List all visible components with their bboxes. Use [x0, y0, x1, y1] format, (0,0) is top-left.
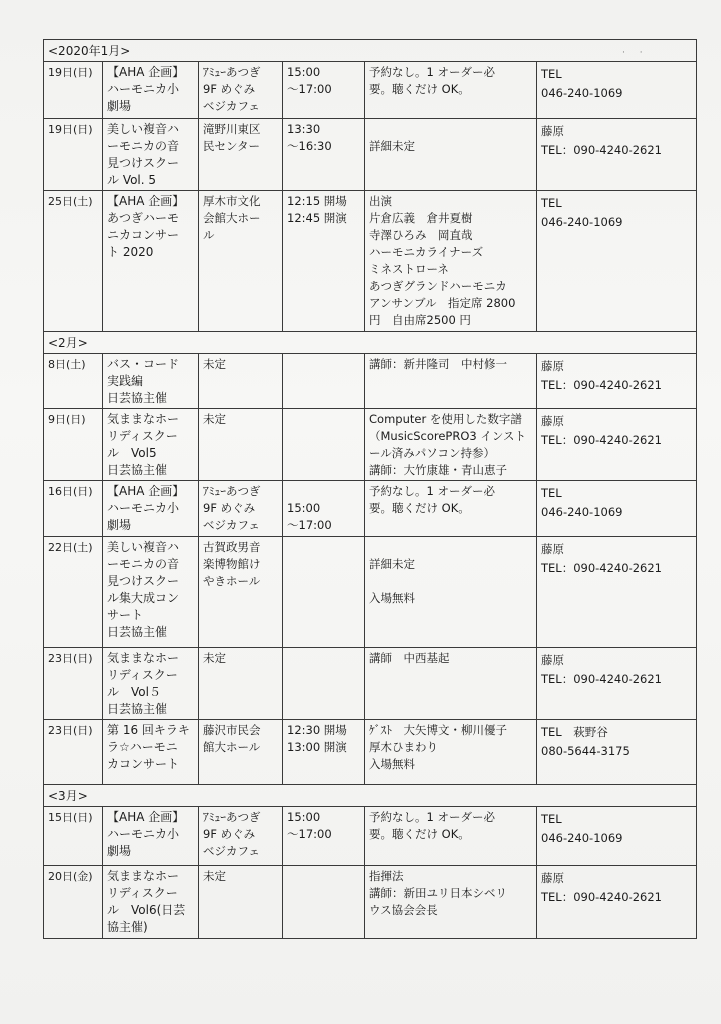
event-contact	[537, 119, 697, 191]
contact-name: 藤原	[541, 359, 564, 373]
contact-phone: 046-240-1069	[541, 86, 623, 100]
month-label: <2020年1月>	[44, 40, 697, 62]
event-details: ｹﾞｽﾄ 大矢博文・柳川優子 厚木ひまわり 入場無料	[365, 720, 537, 785]
event-details: 予約なし。1 オーダー必 要。聴くだけ OK。	[365, 481, 537, 537]
event-venue: ｱﾐｭｰあつぎ 9F めぐみ ベジカフェ	[199, 62, 283, 119]
month-header-row	[44, 332, 697, 354]
event-row	[44, 537, 697, 648]
event-time: 15:00 ～17:00	[283, 62, 365, 119]
event-details: 指揮法 講師：新田ユリ日本シベリ ウス協会会長	[365, 866, 537, 939]
contact-name: TEL 萩野谷	[541, 725, 608, 739]
event-date: 8日(土)	[44, 354, 103, 409]
contact-name: 藤原	[541, 542, 564, 556]
event-title: 【AHA 企画】 あつぎハーモ ニカコンサー ト 2020	[103, 191, 199, 332]
contact-name: 藤原	[541, 653, 564, 667]
event-venue: 古賀政男音 楽博物館け やきホール	[199, 537, 283, 648]
event-venue: 未定	[199, 866, 283, 939]
event-venue: 藤沢市民会 館大ホール	[199, 720, 283, 785]
contact-phone: 046-240-1069	[541, 215, 623, 229]
event-title: 第 16 回キラキ ラ☆ハーモニ カコンサート	[103, 720, 199, 785]
event-title: バス・コード 実践編 日芸協主催	[103, 354, 199, 409]
event-details: 詳細未定	[365, 119, 537, 191]
contact-name: TEL	[541, 486, 562, 500]
contact-phone: TEL：090-4240-2621	[541, 433, 662, 447]
month-label: <3月>	[44, 785, 697, 807]
event-contact	[537, 62, 697, 119]
event-contact	[537, 866, 697, 939]
event-title: 【AHA 企画】 ハーモニカ小 劇場	[103, 807, 199, 866]
event-contact	[537, 807, 697, 866]
month-header-row	[44, 785, 697, 807]
contact-phone: TEL：090-4240-2621	[541, 143, 662, 157]
event-time	[283, 866, 365, 939]
event-contact	[537, 720, 697, 785]
event-date: 23日(日)	[44, 720, 103, 785]
event-details: 出演 片倉広義 倉井夏樹 寺澤ひろみ 岡直哉 ハーモニカライナーズ ミネストローネ あつぎグランドハーモニカ アンサンブル 指定席 2800 円 自由席2500 円	[365, 191, 537, 332]
event-date: 22日(土)	[44, 537, 103, 648]
event-time	[283, 537, 365, 648]
event-title: 気ままなホー リディスクー ル Vol5 日芸協主催	[103, 409, 199, 481]
event-venue: ｱﾐｭｰあつぎ 9F めぐみ ベジカフェ	[199, 481, 283, 537]
contact-phone: TEL：090-4240-2621	[541, 378, 662, 392]
contact-phone: TEL：090-4240-2621	[541, 890, 662, 904]
event-row	[44, 191, 697, 332]
event-time	[283, 354, 365, 409]
contact-phone: 046-240-1069	[541, 831, 623, 845]
event-row	[44, 866, 697, 939]
event-row	[44, 481, 697, 537]
contact-phone: 046-240-1069	[541, 505, 623, 519]
event-time: 12:15 開場 12:45 開演	[283, 191, 365, 332]
contact-name: 藤原	[541, 124, 564, 138]
event-row	[44, 648, 697, 720]
event-venue: 滝野川東区 民センター	[199, 119, 283, 191]
scan-specks: · ·	[622, 48, 649, 58]
month-header-row	[44, 40, 697, 62]
event-date: 16日(日)	[44, 481, 103, 537]
event-contact	[537, 409, 697, 481]
event-time: 12:30 開場 13:00 開演	[283, 720, 365, 785]
contact-name: 藤原	[541, 414, 564, 428]
event-contact	[537, 648, 697, 720]
contact-name: TEL	[541, 196, 562, 210]
event-row	[44, 807, 697, 866]
event-time: 15:00 ～17:00	[283, 481, 365, 537]
event-title: 【AHA 企画】 ハーモニカ小 劇場	[103, 481, 199, 537]
event-venue: ｱﾐｭｰあつぎ 9F めぐみ ベジカフェ	[199, 807, 283, 866]
event-time: 13:30 ～16:30	[283, 119, 365, 191]
contact-name: 藤原	[541, 871, 564, 885]
event-venue: 未定	[199, 354, 283, 409]
event-details: 予約なし。1 オーダー必 要。聴くだけ OK。	[365, 807, 537, 866]
event-contact	[537, 537, 697, 648]
event-title: 気ままなホー リディスクー ル Vol6(日芸 協主催)	[103, 866, 199, 939]
event-venue: 厚木市文化 会館大ホー ル	[199, 191, 283, 332]
month-label: <2月>	[44, 332, 697, 354]
event-date: 19日(日)	[44, 62, 103, 119]
event-venue: 未定	[199, 648, 283, 720]
contact-name: TEL	[541, 67, 562, 81]
event-date: 19日(日)	[44, 119, 103, 191]
event-details: Computer を使用した数字譜 （MusicScorePRO3 インスト ール済みパソコン持参） 講師：大竹康雄・青山恵子	[365, 409, 537, 481]
event-row	[44, 354, 697, 409]
event-time	[283, 648, 365, 720]
event-contact	[537, 481, 697, 537]
event-details: 詳細未定 入場無料	[365, 537, 537, 648]
event-date: 20日(金)	[44, 866, 103, 939]
event-date: 25日(土)	[44, 191, 103, 332]
event-venue: 未定	[199, 409, 283, 481]
event-row	[44, 720, 697, 785]
event-title: 気ままなホー リディスクー ル Vol５ 日芸協主催	[103, 648, 199, 720]
event-date: 9日(日)	[44, 409, 103, 481]
event-title: 【AHA 企画】 ハーモニカ小 劇場	[103, 62, 199, 119]
contact-name: TEL	[541, 812, 562, 826]
event-row	[44, 409, 697, 481]
event-title: 美しい複音ハ ーモニカの音 見つけスクー ル Vol. 5	[103, 119, 199, 191]
event-title: 美しい複音ハ ーモニカの音 見つけスクー ル集大成コン サート 日芸協主催	[103, 537, 199, 648]
event-date: 15日(日)	[44, 807, 103, 866]
event-date: 23日(日)	[44, 648, 103, 720]
event-time	[283, 409, 365, 481]
contact-phone: TEL：090-4240-2621	[541, 672, 662, 686]
event-schedule-table	[43, 39, 697, 939]
contact-phone: 080-5644-3175	[541, 744, 630, 758]
event-contact	[537, 191, 697, 332]
contact-phone: TEL：090-4240-2621	[541, 561, 662, 575]
event-details: 予約なし。1 オーダー必 要。聴くだけ OK。	[365, 62, 537, 119]
event-contact	[537, 354, 697, 409]
event-row	[44, 62, 697, 119]
event-details: 講師 中西基起	[365, 648, 537, 720]
event-row	[44, 119, 697, 191]
event-details: 講師：新井隆司 中村修一	[365, 354, 537, 409]
event-time: 15:00 ～17:00	[283, 807, 365, 866]
